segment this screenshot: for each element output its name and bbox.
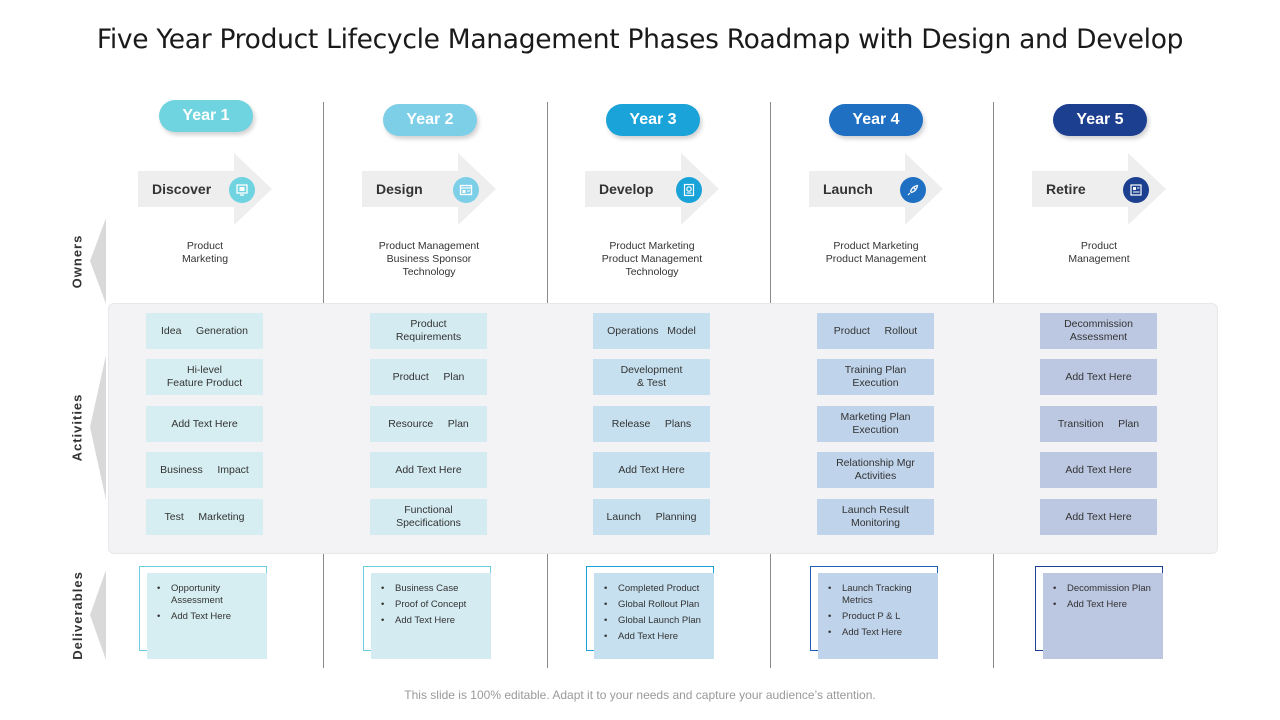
activity-box: Operations Model <box>593 313 710 349</box>
deliverables-list <box>371 573 491 659</box>
chevron-left-shape <box>90 218 106 304</box>
activity-box: Idea Generation <box>146 313 263 349</box>
phase-arrow-develop <box>585 153 719 225</box>
activity-box: Relationship Mgr Activities <box>817 452 934 488</box>
activity-box: Add Text Here <box>593 452 710 488</box>
owner-line: Product Management <box>825 253 927 265</box>
owner-line: Marketing <box>181 253 229 265</box>
owners-text <box>562 240 742 279</box>
deliverable-item: • Add Text Here <box>381 615 483 627</box>
deliverable-item: • Decommission Plan <box>1053 583 1155 595</box>
activity-box: Functional Specifications <box>370 499 487 535</box>
owner-line: Product Management <box>378 240 480 252</box>
activity-box: Marketing Plan Execution <box>817 406 934 442</box>
year-pill: Year 1 <box>159 100 253 132</box>
deliverable-item: • Completed Product <box>604 583 706 595</box>
deliverable-item: • Opportunity Assessment <box>157 583 259 606</box>
deliverable-item: • Add Text Here <box>1053 599 1155 611</box>
activity-box: Add Text Here <box>1040 452 1157 488</box>
design-window-icon <box>453 177 479 203</box>
owners-label-text: Owners <box>69 234 85 288</box>
owners-text <box>1009 240 1189 266</box>
phase-label: Retire <box>1046 181 1086 197</box>
deliverables-row-label <box>64 570 108 660</box>
footer-note: This slide is 100% editable. Adapt it to your needs and capture your audience’s attention. <box>404 688 876 702</box>
owner-line: Product Management <box>601 253 703 265</box>
deliverable-item: • Add Text Here <box>828 627 930 639</box>
deliverables-list <box>147 573 267 659</box>
activity-box: Launch Planning <box>593 499 710 535</box>
owner-line: Product Marketing <box>833 240 919 252</box>
deliverable-item: • Global Launch Plan <box>604 615 706 627</box>
phase-arrow-retire <box>1032 153 1166 225</box>
deliverable-item: • Global Rollout Plan <box>604 599 706 611</box>
activity-box: Product Requirements <box>370 313 487 349</box>
deliverable-item: • Proof of Concept <box>381 599 483 611</box>
owner-line: Business Sponsor <box>386 253 472 265</box>
activity-box: Add Text Here <box>1040 499 1157 535</box>
activities-row-label <box>64 355 108 500</box>
archive-icon <box>1123 177 1149 203</box>
activity-box: Add Text Here <box>1040 359 1157 395</box>
deliverable-item: • Add Text Here <box>157 611 259 623</box>
owners-row-label <box>64 218 108 304</box>
activity-box: Transition Plan <box>1040 406 1157 442</box>
owners-text <box>115 240 295 266</box>
deliverable-item: • Add Text Here <box>604 631 706 643</box>
activity-box: Launch Result Monitoring <box>817 499 934 535</box>
deliverable-item: • Launch Tracking Metrics <box>828 583 930 606</box>
activity-box: Product Plan <box>370 359 487 395</box>
chevron-left-shape <box>90 570 106 660</box>
activity-box: Training Plan Execution <box>817 359 934 395</box>
activity-box: Development & Test <box>593 359 710 395</box>
year-pill: Year 4 <box>829 104 923 136</box>
monitor-icon <box>229 177 255 203</box>
activity-box: Resource Plan <box>370 406 487 442</box>
year-pill: Year 2 <box>383 104 477 136</box>
owner-line: Product <box>186 240 224 252</box>
phase-label: Discover <box>152 181 212 197</box>
phase-arrow-design <box>362 153 496 225</box>
activity-box: Decommission Assessment <box>1040 313 1157 349</box>
phase-label: Launch <box>823 181 873 197</box>
owner-line: Management <box>1068 253 1130 265</box>
activity-box: Test Marketing <box>146 499 263 535</box>
phase-arrow-discover <box>138 153 272 225</box>
deliverable-item: • Business Case <box>381 583 483 595</box>
deliverables-list <box>818 573 938 659</box>
chevron-left-shape <box>90 355 106 500</box>
owner-line: Technology <box>625 266 679 278</box>
owner-line: Product <box>1080 240 1118 252</box>
activities-label-text: Activities <box>69 393 85 462</box>
owner-line: Technology <box>402 266 456 278</box>
year-pill: Year 5 <box>1053 104 1147 136</box>
deliverables-list <box>594 573 714 659</box>
activity-box: Release Plans <box>593 406 710 442</box>
activity-box: Add Text Here <box>146 406 263 442</box>
owners-text <box>339 240 519 279</box>
owner-line: Product Marketing <box>609 240 695 252</box>
phase-arrow-launch <box>809 153 943 225</box>
deliverable-item: • Product P & L <box>828 611 930 623</box>
owners-text <box>786 240 966 266</box>
deliverables-label-text: Deliverables <box>69 570 85 660</box>
gear-document-icon <box>676 177 702 203</box>
phase-label: Design <box>376 181 423 197</box>
activity-box: Product Rollout <box>817 313 934 349</box>
activity-box: Business Impact <box>146 452 263 488</box>
activity-box: Add Text Here <box>370 452 487 488</box>
rocket-icon <box>900 177 926 203</box>
deliverables-list <box>1043 573 1163 659</box>
phase-label: Develop <box>599 181 654 197</box>
activity-box: Hi-level Feature Product <box>146 359 263 395</box>
page-title: Five Year Product Lifecycle Management Phases Roadmap with Design and Develop <box>96 24 1184 55</box>
year-pill: Year 3 <box>606 104 700 136</box>
